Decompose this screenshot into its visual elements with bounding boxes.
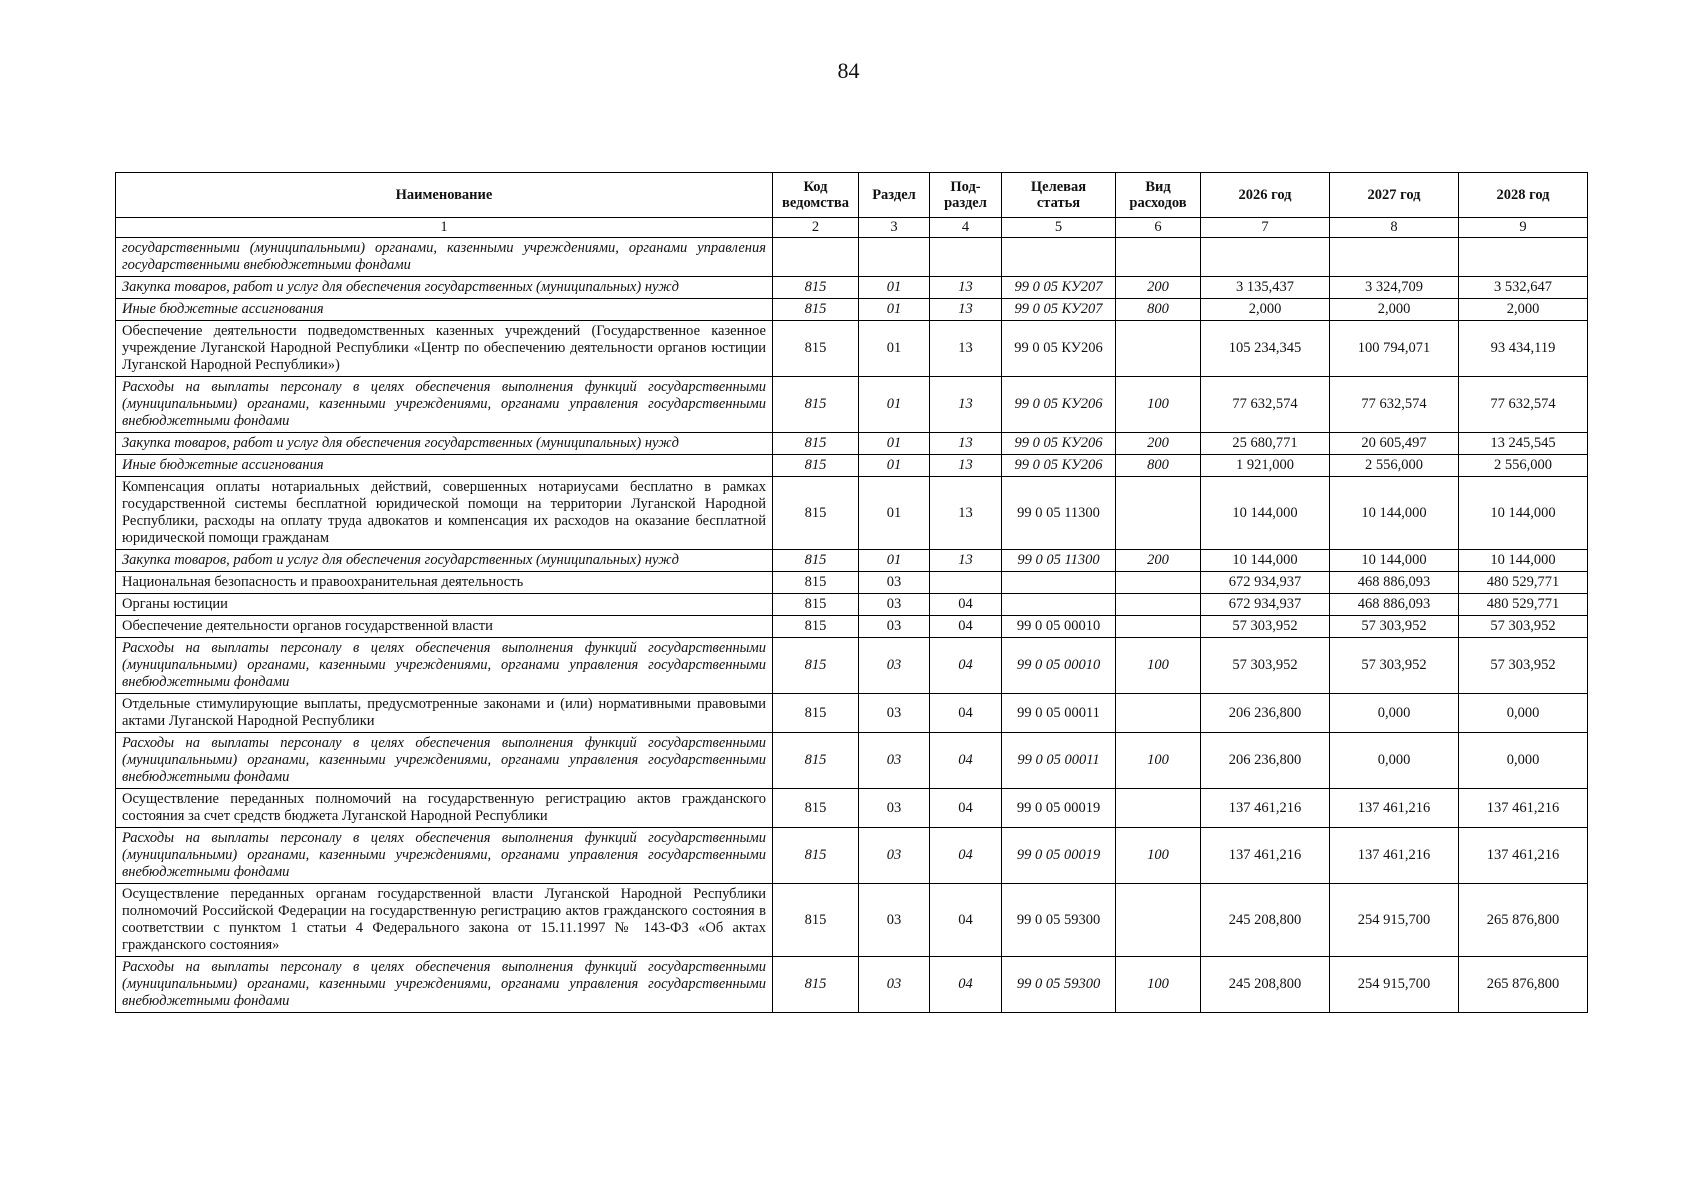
row-2026: 57 303,952 xyxy=(1201,616,1330,638)
row-statya: 99 0 05 00010 xyxy=(1002,638,1116,694)
row-statya xyxy=(1002,238,1116,277)
row-2027: 137 461,216 xyxy=(1330,789,1459,828)
row-razdel: 03 xyxy=(859,638,930,694)
row-podrazdel: 04 xyxy=(930,957,1002,1013)
row-podrazdel: 04 xyxy=(930,616,1002,638)
row-podrazdel: 04 xyxy=(930,789,1002,828)
row-2027: 2 556,000 xyxy=(1330,455,1459,477)
row-podrazdel: 04 xyxy=(930,638,1002,694)
table-row xyxy=(116,377,1588,433)
row-2027: 0,000 xyxy=(1330,694,1459,733)
table-row xyxy=(116,238,1588,277)
table-row xyxy=(116,694,1588,733)
row-ved: 815 xyxy=(773,299,859,321)
row-vid: 200 xyxy=(1116,550,1201,572)
row-statya: 99 0 05 11300 xyxy=(1002,550,1116,572)
row-name: Обеспечение деятельности подведомственных казенных учреждений (Государственное казенное учреждение Луганской Народной Республики «Центр по обеспечению деятельности органов юстиции Луганской Народной Республики») xyxy=(116,321,773,377)
row-2026: 1 921,000 xyxy=(1201,455,1330,477)
row-name: Национальная безопасность и правоохранительная деятельность xyxy=(116,572,773,594)
row-name: Иные бюджетные ассигнования xyxy=(116,299,773,321)
table-row xyxy=(116,550,1588,572)
table-row xyxy=(116,455,1588,477)
row-2026: 206 236,800 xyxy=(1201,694,1330,733)
row-vid: 100 xyxy=(1116,638,1201,694)
row-podrazdel xyxy=(930,238,1002,277)
row-statya: 99 0 05 КУ207 xyxy=(1002,299,1116,321)
column-number: 3 xyxy=(859,218,930,238)
row-2026: 206 236,800 xyxy=(1201,733,1330,789)
header-name: Наименование xyxy=(116,173,773,218)
table-row xyxy=(116,572,1588,594)
row-2027: 10 144,000 xyxy=(1330,477,1459,550)
row-name: Расходы на выплаты персоналу в целях обеспечения выполнения функций государственными (муниципальными) органами, казенными учреждениями, органами управления государственными внебюджетными фондами xyxy=(116,828,773,884)
column-number: 7 xyxy=(1201,218,1330,238)
row-2026: 10 144,000 xyxy=(1201,477,1330,550)
row-ved: 815 xyxy=(773,957,859,1013)
row-2027: 3 324,709 xyxy=(1330,277,1459,299)
row-2026: 77 632,574 xyxy=(1201,377,1330,433)
row-2028: 10 144,000 xyxy=(1459,550,1588,572)
row-2026: 2,000 xyxy=(1201,299,1330,321)
header-2027: 2027 год xyxy=(1330,173,1459,218)
row-2026: 137 461,216 xyxy=(1201,789,1330,828)
row-razdel: 01 xyxy=(859,299,930,321)
row-2028: 3 532,647 xyxy=(1459,277,1588,299)
row-ved: 815 xyxy=(773,433,859,455)
row-ved: 815 xyxy=(773,377,859,433)
row-vid xyxy=(1116,477,1201,550)
column-number: 2 xyxy=(773,218,859,238)
row-2027: 254 915,700 xyxy=(1330,957,1459,1013)
column-number: 5 xyxy=(1002,218,1116,238)
row-2026: 672 934,937 xyxy=(1201,594,1330,616)
row-razdel: 03 xyxy=(859,957,930,1013)
row-2028 xyxy=(1459,238,1588,277)
row-2026: 137 461,216 xyxy=(1201,828,1330,884)
row-podrazdel: 13 xyxy=(930,377,1002,433)
row-2028: 0,000 xyxy=(1459,694,1588,733)
row-name: Осуществление переданных органам государственной власти Луганской Народной Республики полномочий Российской Федерации на государственную регистрацию актов гражданского состояния в соответствии с пунктом 1 статьи 4 Федерального закона от 15.11.1997 № 143-ФЗ «Об актах гражданского состояния» xyxy=(116,884,773,957)
row-ved: 815 xyxy=(773,884,859,957)
table-body xyxy=(116,218,1588,1013)
row-name: Расходы на выплаты персоналу в целях обеспечения выполнения функций государственными (муниципальными) органами, казенными учреждениями, органами управления государственными внебюджетными фондами xyxy=(116,377,773,433)
row-razdel: 01 xyxy=(859,321,930,377)
row-ved: 815 xyxy=(773,694,859,733)
row-ved: 815 xyxy=(773,550,859,572)
row-razdel xyxy=(859,238,930,277)
row-statya: 99 0 05 59300 xyxy=(1002,884,1116,957)
row-name: Закупка товаров, работ и услуг для обеспечения государственных (муниципальных) нужд xyxy=(116,550,773,572)
row-2026: 245 208,800 xyxy=(1201,884,1330,957)
row-2027 xyxy=(1330,238,1459,277)
row-razdel: 01 xyxy=(859,477,930,550)
header-razdel: Раздел xyxy=(859,173,930,218)
row-razdel: 03 xyxy=(859,694,930,733)
table-row xyxy=(116,884,1588,957)
row-vid: 200 xyxy=(1116,277,1201,299)
row-2028: 265 876,800 xyxy=(1459,957,1588,1013)
row-vid xyxy=(1116,238,1201,277)
row-statya: 99 0 05 КУ206 xyxy=(1002,377,1116,433)
row-name: Закупка товаров, работ и услуг для обеспечения государственных (муниципальных) нужд xyxy=(116,277,773,299)
row-2027: 10 144,000 xyxy=(1330,550,1459,572)
row-statya xyxy=(1002,572,1116,594)
row-statya: 99 0 05 11300 xyxy=(1002,477,1116,550)
table-row xyxy=(116,321,1588,377)
row-2026: 245 208,800 xyxy=(1201,957,1330,1013)
header-statya: Целевая статья xyxy=(1002,173,1116,218)
table-row xyxy=(116,477,1588,550)
table-row xyxy=(116,277,1588,299)
row-2026: 25 680,771 xyxy=(1201,433,1330,455)
row-razdel: 01 xyxy=(859,377,930,433)
row-podrazdel: 13 xyxy=(930,550,1002,572)
row-name: Расходы на выплаты персоналу в целях обеспечения выполнения функций государственными (муниципальными) органами, казенными учреждениями, органами управления государственными внебюджетными фондами xyxy=(116,733,773,789)
row-2028: 77 632,574 xyxy=(1459,377,1588,433)
row-podrazdel: 13 xyxy=(930,433,1002,455)
row-ved: 815 xyxy=(773,638,859,694)
row-2028: 57 303,952 xyxy=(1459,638,1588,694)
row-podrazdel: 13 xyxy=(930,277,1002,299)
row-2028: 137 461,216 xyxy=(1459,828,1588,884)
row-podrazdel: 04 xyxy=(930,694,1002,733)
row-2027: 468 886,093 xyxy=(1330,572,1459,594)
row-razdel: 01 xyxy=(859,550,930,572)
row-razdel: 01 xyxy=(859,433,930,455)
row-vid xyxy=(1116,884,1201,957)
row-statya: 99 0 05 КУ207 xyxy=(1002,277,1116,299)
row-razdel: 03 xyxy=(859,594,930,616)
row-razdel: 03 xyxy=(859,828,930,884)
row-ved: 815 xyxy=(773,477,859,550)
row-razdel: 03 xyxy=(859,789,930,828)
row-razdel: 03 xyxy=(859,884,930,957)
row-2026 xyxy=(1201,238,1330,277)
row-statya: 99 0 05 00010 xyxy=(1002,616,1116,638)
table-row xyxy=(116,828,1588,884)
row-vid: 100 xyxy=(1116,377,1201,433)
row-vid: 100 xyxy=(1116,828,1201,884)
row-razdel: 03 xyxy=(859,572,930,594)
row-name: Осуществление переданных полномочий на государственную регистрацию актов гражданского состояния за счет средств бюджета Луганской Народной Республики xyxy=(116,789,773,828)
row-podrazdel: 13 xyxy=(930,455,1002,477)
row-statya: 99 0 05 00011 xyxy=(1002,733,1116,789)
row-2027: 57 303,952 xyxy=(1330,638,1459,694)
row-2027: 468 886,093 xyxy=(1330,594,1459,616)
row-2028: 480 529,771 xyxy=(1459,594,1588,616)
row-2028: 2,000 xyxy=(1459,299,1588,321)
row-ved: 815 xyxy=(773,321,859,377)
header-row xyxy=(116,173,1588,218)
row-2028: 10 144,000 xyxy=(1459,477,1588,550)
row-statya: 99 0 05 КУ206 xyxy=(1002,455,1116,477)
row-2028: 93 434,119 xyxy=(1459,321,1588,377)
row-vid xyxy=(1116,594,1201,616)
row-statya: 99 0 05 00019 xyxy=(1002,789,1116,828)
table-row xyxy=(116,789,1588,828)
row-statya: 99 0 05 00011 xyxy=(1002,694,1116,733)
row-statya: 99 0 05 КУ206 xyxy=(1002,321,1116,377)
row-name: Отдельные стимулирующие выплаты, предусмотренные законами и (или) нормативными правовыми актами Луганской Народной Республики xyxy=(116,694,773,733)
column-number: 4 xyxy=(930,218,1002,238)
row-podrazdel: 13 xyxy=(930,299,1002,321)
row-vid: 100 xyxy=(1116,957,1201,1013)
row-name: Закупка товаров, работ и услуг для обеспечения государственных (муниципальных) нужд xyxy=(116,433,773,455)
row-ved: 815 xyxy=(773,828,859,884)
row-2028: 265 876,800 xyxy=(1459,884,1588,957)
budget-table xyxy=(115,172,1588,1013)
header-2028: 2028 год xyxy=(1459,173,1588,218)
row-razdel: 03 xyxy=(859,733,930,789)
row-razdel: 03 xyxy=(859,616,930,638)
row-podrazdel: 04 xyxy=(930,733,1002,789)
row-name: Расходы на выплаты персоналу в целях обеспечения выполнения функций государственными (муниципальными) органами, казенными учреждениями, органами управления государственными внебюджетными фондами xyxy=(116,638,773,694)
table-row xyxy=(116,957,1588,1013)
row-2028: 57 303,952 xyxy=(1459,616,1588,638)
row-vid xyxy=(1116,694,1201,733)
row-2028: 137 461,216 xyxy=(1459,789,1588,828)
row-statya xyxy=(1002,594,1116,616)
row-2026: 3 135,437 xyxy=(1201,277,1330,299)
row-vid: 200 xyxy=(1116,433,1201,455)
table-row xyxy=(116,638,1588,694)
row-2027: 0,000 xyxy=(1330,733,1459,789)
row-vid: 800 xyxy=(1116,299,1201,321)
row-name: Обеспечение деятельности органов государственной власти xyxy=(116,616,773,638)
table-row xyxy=(116,616,1588,638)
row-2027: 137 461,216 xyxy=(1330,828,1459,884)
row-vid xyxy=(1116,321,1201,377)
row-2027: 100 794,071 xyxy=(1330,321,1459,377)
header-2026: 2026 год xyxy=(1201,173,1330,218)
row-2026: 105 234,345 xyxy=(1201,321,1330,377)
row-razdel: 01 xyxy=(859,455,930,477)
column-numbers-row xyxy=(116,218,1588,238)
row-name: Иные бюджетные ассигнования xyxy=(116,455,773,477)
header-vid: Вид расходов xyxy=(1116,173,1201,218)
column-number: 8 xyxy=(1330,218,1459,238)
row-podrazdel xyxy=(930,572,1002,594)
header-ved: Код ведомства xyxy=(773,173,859,218)
row-ved: 815 xyxy=(773,616,859,638)
row-name: Компенсация оплаты нотариальных действий, совершенных нотариусами бесплатно в рамках государственной системы бесплатной юридической помощи на территории Луганской Народной Республики, расходы на оплату труда адвокатов и компенсация их расходов на оказание бесплатной юридической помощи гражданам xyxy=(116,477,773,550)
row-2028: 13 245,545 xyxy=(1459,433,1588,455)
table-row xyxy=(116,433,1588,455)
row-2026: 10 144,000 xyxy=(1201,550,1330,572)
row-podrazdel: 13 xyxy=(930,321,1002,377)
row-ved: 815 xyxy=(773,733,859,789)
row-ved: 815 xyxy=(773,789,859,828)
column-number: 1 xyxy=(116,218,773,238)
row-vid: 800 xyxy=(1116,455,1201,477)
row-name: Органы юстиции xyxy=(116,594,773,616)
row-podrazdel: 04 xyxy=(930,594,1002,616)
row-vid xyxy=(1116,789,1201,828)
row-statya: 99 0 05 59300 xyxy=(1002,957,1116,1013)
row-2026: 57 303,952 xyxy=(1201,638,1330,694)
column-number: 9 xyxy=(1459,218,1588,238)
row-ved: 815 xyxy=(773,594,859,616)
table-row xyxy=(116,594,1588,616)
header-podrazdel: Под-раздел xyxy=(930,173,1002,218)
row-statya: 99 0 05 00019 xyxy=(1002,828,1116,884)
row-2027: 2,000 xyxy=(1330,299,1459,321)
column-number: 6 xyxy=(1116,218,1201,238)
row-vid xyxy=(1116,572,1201,594)
row-2027: 77 632,574 xyxy=(1330,377,1459,433)
table-header xyxy=(116,173,1588,218)
row-statya: 99 0 05 КУ206 xyxy=(1002,433,1116,455)
row-podrazdel: 13 xyxy=(930,477,1002,550)
row-ved: 815 xyxy=(773,572,859,594)
row-2028: 480 529,771 xyxy=(1459,572,1588,594)
table-row xyxy=(116,733,1588,789)
row-2027: 20 605,497 xyxy=(1330,433,1459,455)
row-ved: 815 xyxy=(773,455,859,477)
row-vid xyxy=(1116,616,1201,638)
row-2028: 0,000 xyxy=(1459,733,1588,789)
row-name: Расходы на выплаты персоналу в целях обеспечения выполнения функций государственными (муниципальными) органами, казенными учреждениями, органами управления государственными внебюджетными фондами xyxy=(116,957,773,1013)
row-name: государственными (муниципальными) органами, казенными учреждениями, органами управления государственными внебюджетными фондами xyxy=(116,238,773,277)
row-podrazdel: 04 xyxy=(930,828,1002,884)
page-number: 84 xyxy=(837,58,860,83)
row-ved: 815 xyxy=(773,277,859,299)
row-podrazdel: 04 xyxy=(930,884,1002,957)
row-vid: 100 xyxy=(1116,733,1201,789)
row-2027: 57 303,952 xyxy=(1330,616,1459,638)
row-2027: 254 915,700 xyxy=(1330,884,1459,957)
row-razdel: 01 xyxy=(859,277,930,299)
row-2026: 672 934,937 xyxy=(1201,572,1330,594)
row-ved xyxy=(773,238,859,277)
table-row xyxy=(116,299,1588,321)
row-2028: 2 556,000 xyxy=(1459,455,1588,477)
